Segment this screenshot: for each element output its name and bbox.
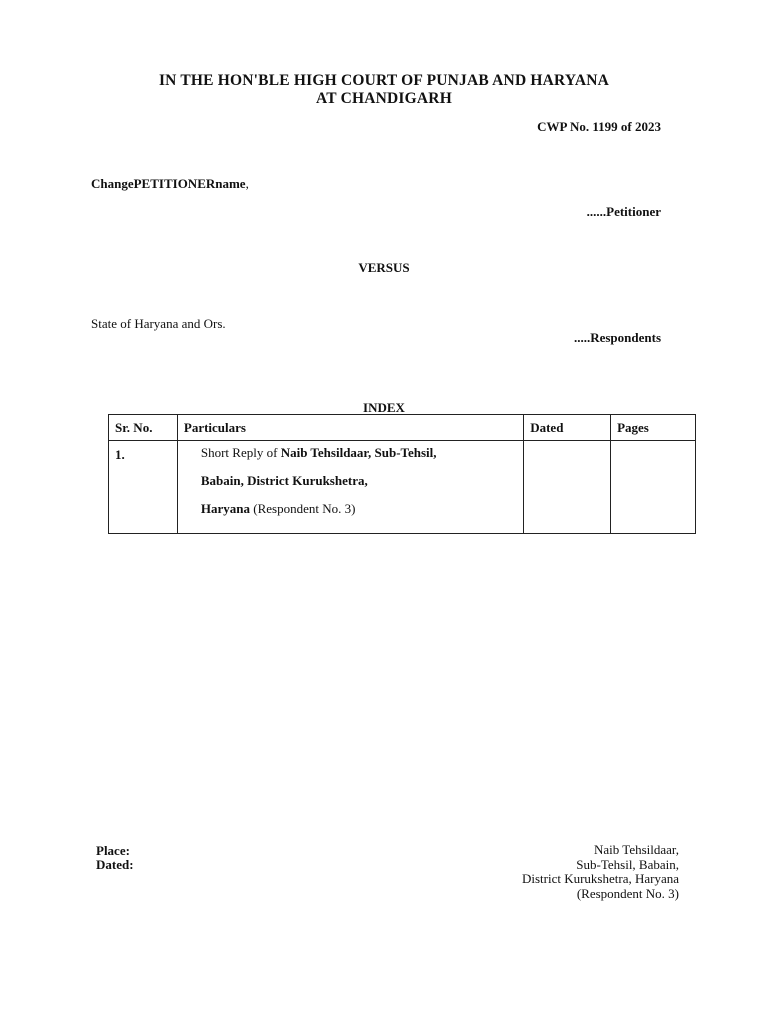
court-title-line1: IN THE HON'BLE HIGH COURT OF PUNJAB AND HARYANA (158, 72, 610, 89)
particulars-line-1 (201, 445, 523, 473)
dated-label: Dated: (96, 857, 134, 872)
signatory-line: (Respondent No. 3) (576, 885, 679, 901)
case-number: CWP No. 1199 of 2023 (537, 119, 661, 134)
respondent-name: State of Haryana and Ors. (91, 316, 226, 331)
particulars-line-3 (201, 501, 523, 529)
index-heading: INDEX (363, 400, 405, 415)
index-table-header-row (109, 415, 696, 441)
signatory-line: District Kurukshetra, Haryana (521, 871, 679, 886)
column-header-dated: Dated (524, 415, 611, 441)
table-row (109, 441, 696, 534)
particulars-text: Short Reply of (200, 445, 281, 460)
petitioner-name: ChangePETITIONERname (91, 176, 246, 191)
particulars-text: (Respondent No. 3) (250, 501, 356, 516)
court-title-line2: AT CHANDIGARH (316, 90, 452, 107)
column-header-particulars: Particulars (177, 415, 523, 441)
petitioner-name-suffix: , (245, 176, 249, 191)
cell-sr-no: 1. (109, 441, 178, 534)
signatory-block (522, 843, 679, 901)
petitioner-role: ......Petitioner (586, 204, 661, 219)
particulars-text-bold: Haryana (200, 501, 250, 516)
cell-particulars (177, 441, 523, 534)
column-header-sr-no: Sr. No. (109, 415, 178, 441)
cell-pages (611, 441, 696, 534)
signatory-line: Sub-Tehsil, Babain, (576, 856, 679, 872)
place-label: Place: (96, 843, 130, 858)
index-table (108, 414, 696, 534)
column-header-pages: Pages (611, 415, 696, 441)
versus-label: VERSUS (358, 260, 410, 275)
petitioner-name-line (91, 176, 249, 192)
respondent-role: .....Respondents (573, 330, 661, 345)
cell-dated (524, 441, 611, 534)
particulars-line-2 (201, 473, 523, 501)
signatory-line: Naib Tehsildaar, (594, 842, 679, 857)
particulars-text-bold: Babain, District Kurukshetra, (200, 473, 368, 488)
particulars-text-bold: Naib Tehsildaar, Sub-Tehsil, (280, 445, 437, 460)
